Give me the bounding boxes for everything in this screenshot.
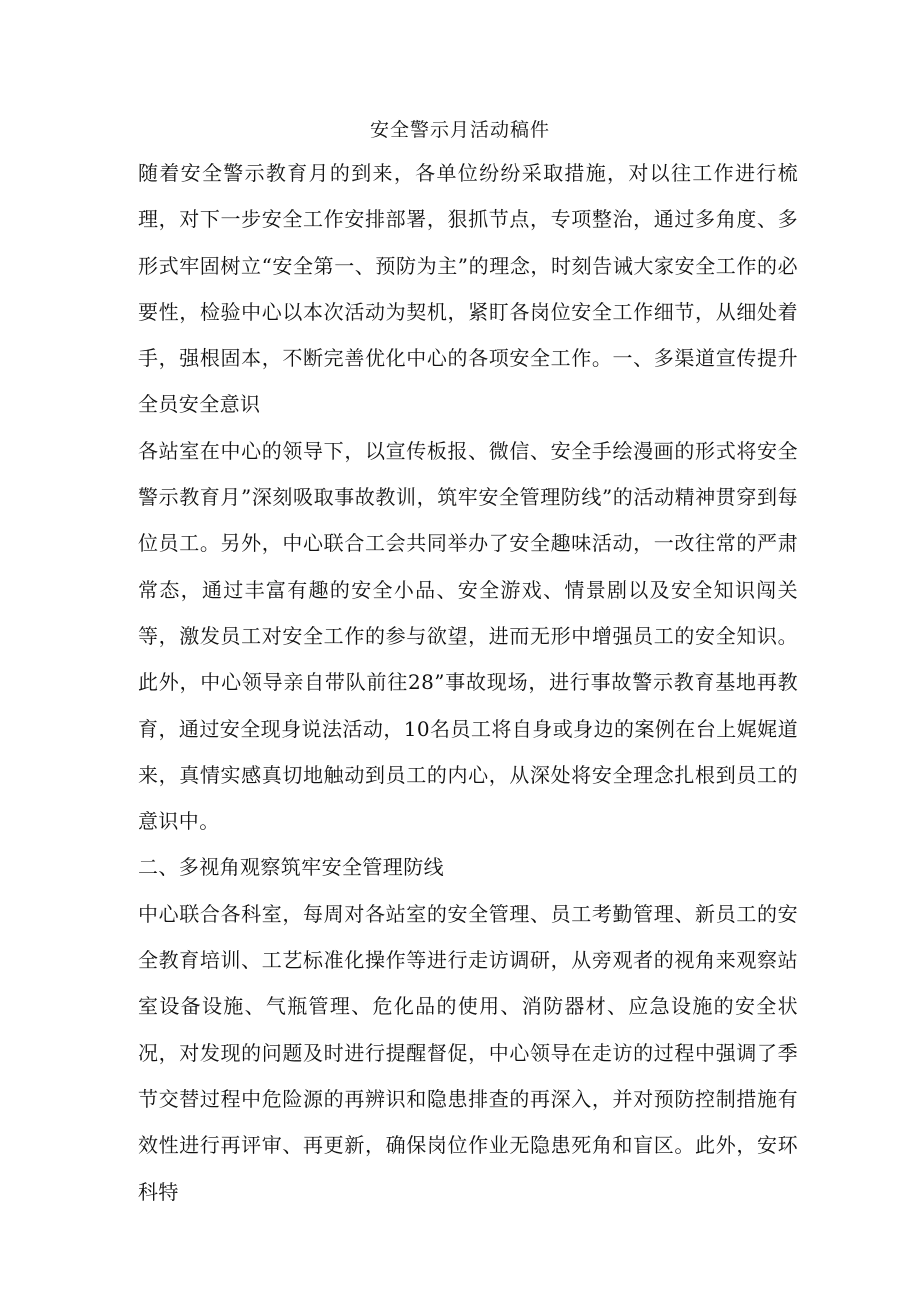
section-heading-2: 二、多视角观察筑牢安全管理防线 bbox=[138, 855, 444, 880]
paragraph-inspection: 中心联合各科室，每周对各站室的安全管理、员工考勤管理、新员工的安全教育培训、工艺标准化操作等进行走访调研，从旁观者的视角来观察站室设备设施、气瓶管理、危化品的使用、消防器材、应急设施的安全状况，对发现的问题及时进行提醒督促，中心领导在走访的过程中强调了季节交替过程中危险源的再辨识和隐患排查的再深入，并对预防控制措施有效性进行再评审、再更新，确保岗位作业无隐患死角和盲区。此外，安环科特 bbox=[138, 901, 798, 1204]
document-body bbox=[138, 150, 798, 1215]
paragraph-publicity: 各站室在中心的领导下，以宣传板报、微信、安全手绘漫画的形式将安全警示教育月”深刻吸取事故教训，筑牢安全管理防线”的活动精神贯穿到每位员工。另外，中心联合工会共同举办了安全趣味活动，一改往常的严肃常态，通过丰富有趣的安全小品、安全游戏、情景剧以及安全知识闯关等，激发员工对安全工作的参与欲望，进而无形中增强员工的安全知识。此外，中心领导亲自带队前往28”事故现场，进行事故警示教育基地再教育，通过安全现身说法活动，10名员工将自身或身边的案例在台上娓娓道来，真情实感真切地触动到员工的内心，从深处将安全理念扎根到员工的意识中。 bbox=[138, 438, 798, 834]
document-title: 安全警示月活动稿件 bbox=[369, 119, 550, 141]
paragraph-intro: 随着安全警示教育月的到来，各单位纷纷采取措施，对以往工作进行梳理，对下一步安全工作安排部署，狠抓节点，专项整治，通过多角度、多形式牢固树立“安全第一、预防为主”的理念，时刻告诫大家安全工作的必要性，检验中心以本次活动为契机，紧盯各岗位安全工作细节，从细处着手，强根固本，不断完善优化中心的各项安全工作。一、多渠道宣传提升全员安全意识 bbox=[138, 161, 798, 417]
